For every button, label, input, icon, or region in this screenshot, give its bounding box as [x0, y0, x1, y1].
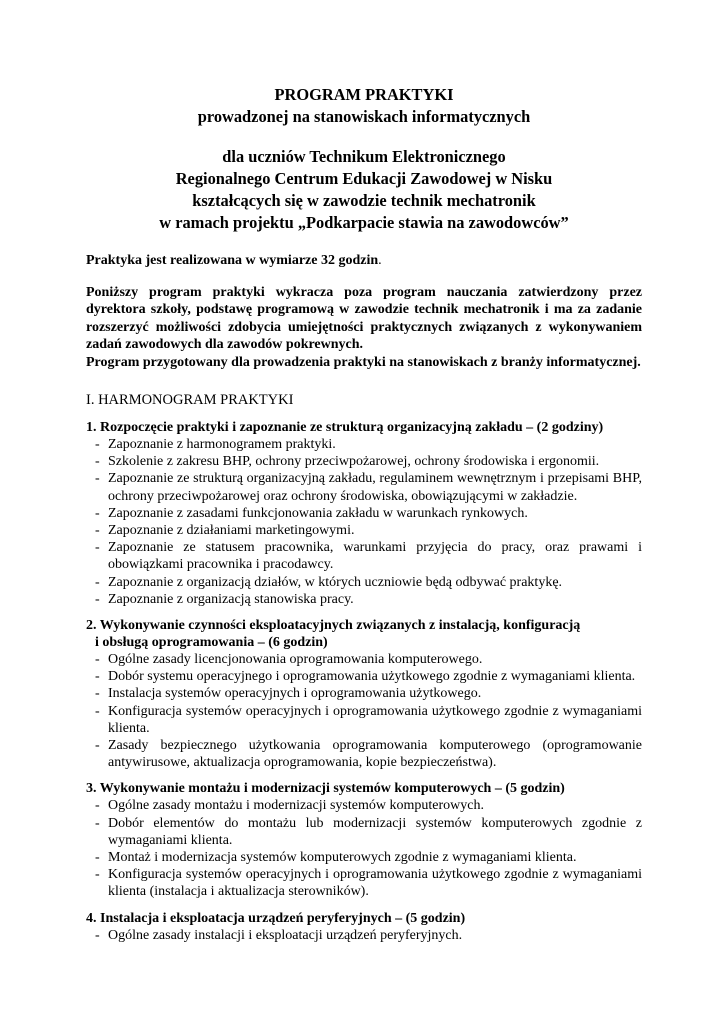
- schedule-section: [86, 617, 642, 771]
- section-list: [86, 419, 642, 944]
- section-heading: [86, 780, 642, 797]
- list-item: - Instalacja systemów operacyjnych i oprogramowania użytkowego.: [86, 685, 642, 702]
- section-item-list: [86, 651, 642, 771]
- section-heading: [86, 910, 642, 927]
- audience-line-3: kształcących się w zawodzie technik mechatronik: [192, 191, 536, 210]
- section-heading-text: 3. Wykonywanie montażu i modernizacji systemów komputerowych – (5 godzin): [86, 781, 565, 797]
- list-item: - Konfiguracja systemów operacyjnych i oprogramowania użytkowego zgodnie z wymaganiami klienta.: [86, 703, 642, 737]
- list-item: - Zapoznanie ze statusem pracownika, warunkami przyjęcia do pracy, oraz prawami i obowiązkami pracownika i pracodawcy.: [86, 539, 642, 573]
- section-heading-text: 1. Rozpoczęcie praktyki i zapoznanie ze strukturą organizacyjną zakładu – (2 godziny): [86, 420, 604, 435]
- document-page: [86, 84, 642, 944]
- list-item: - Szkolenie z zakresu BHP, ochrony przeciwpożarowej, ochrony środowiska i ergonomii.: [86, 453, 642, 470]
- harmonogram-heading: I. HARMONOGRAM PRAKTYKI: [86, 392, 294, 408]
- section-item-list: [86, 927, 642, 944]
- section-heading-text: 4. Instalacja i eksploatacja urządzeń peryferyjnych – (5 godzin): [86, 910, 466, 926]
- audience-line-2: Regionalnego Centrum Edukacji Zawodowej w Nisku: [175, 169, 553, 188]
- hours-note-suffix: .: [378, 253, 382, 268]
- list-item: - Ogólne zasady instalacji i eksploatacji urządzeń peryferyjnych.: [86, 927, 642, 944]
- section-item-list: [86, 436, 642, 608]
- list-item: - Zapoznanie ze strukturą organizacyjną zakładu, regulaminem wewnętrznym i przepisami BHP, ochrony przeciwpożarowej oraz ochrony środowiska, obowiązującymi w zakładzie.: [86, 470, 642, 504]
- schedule-section: [86, 419, 642, 608]
- schedule-section: [86, 780, 642, 900]
- list-item: - Zapoznanie z organizacją działów, w których uczniowie będą odbywać praktykę.: [86, 574, 642, 591]
- hours-note-text: Praktyka jest realizowana w wymiarze 32 godzin: [86, 253, 379, 268]
- audience-line-1: dla uczniów Technikum Elektronicznego: [222, 147, 506, 166]
- intro-paragraph-2: Program przygotowany dla prowadzenia praktyki na stanowiskach z branży informatycznej.: [86, 354, 641, 370]
- document-title: PROGRAM PRAKTYKI: [274, 85, 454, 104]
- document-subtitle: prowadzonej na stanowiskach informatycznych: [197, 107, 531, 126]
- list-item: - Zapoznanie z harmonogramem praktyki.: [86, 436, 642, 453]
- list-item: - Dobór elementów do montażu lub modernizacji systemów komputerowych zgodnie z wymaganiami klienta.: [86, 815, 642, 849]
- list-item: - Ogólne zasady montażu i modernizacji systemów komputerowych.: [86, 797, 642, 814]
- list-item: - Zapoznanie z organizacją stanowiska pracy.: [86, 591, 642, 608]
- section-item-list: [86, 797, 642, 900]
- list-item: - Zasady bezpiecznego użytkowania oprogramowania komputerowego (oprogramowanie antywirusowe, aktualizacja oprogramowania, kopie bezpieczeństwa).: [86, 737, 642, 771]
- audience-line-4: w ramach projektu „Podkarpacie stawia na zawodowców”: [159, 213, 569, 232]
- section-heading-text: 2. Wykonywanie czynności eksploatacyjnych związanych z instalacją, konfiguracją: [86, 618, 581, 634]
- hours-note: [86, 252, 642, 270]
- list-item: - Ogólne zasady licencjonowania oprogramowania komputerowego.: [86, 651, 642, 668]
- list-item: - Montaż i modernizacja systemów komputerowych zgodnie z wymaganiami klienta.: [86, 849, 642, 866]
- intro-paragraph-1: Poniższy program praktyki wykracza poza program nauczania zatwierdzony przez dyrektora szkoły, podstawę programową w zawodzie technik mechatronik i ma za zadanie rozszerzyć możliwości zdobycia umiejętności praktycznych związanych z wykonywaniem zadań zawodowych dla zawodów pokrewnych.: [86, 284, 642, 352]
- section-heading: [86, 617, 642, 651]
- section-heading-continuation: i obsługą oprogramowania – (6 godzin): [95, 635, 328, 651]
- audience-block: [86, 146, 642, 234]
- list-item: - Zapoznanie z działaniami marketingowymi.: [86, 522, 642, 539]
- schedule-section: [86, 910, 642, 944]
- section-heading: [86, 419, 642, 436]
- list-item: - Dobór systemu operacyjnego i oprogramowania użytkowego zgodnie z wymaganiami klienta.: [86, 668, 642, 685]
- title-block: [86, 84, 642, 128]
- list-item: - Konfiguracja systemów operacyjnych i oprogramowania użytkowego zgodnie z wymaganiami klienta (instalacja i aktualizacja sterowników).: [86, 866, 642, 900]
- list-item: - Zapoznanie z zasadami funkcjonowania zakładu w warunkach rynkowych.: [86, 505, 642, 522]
